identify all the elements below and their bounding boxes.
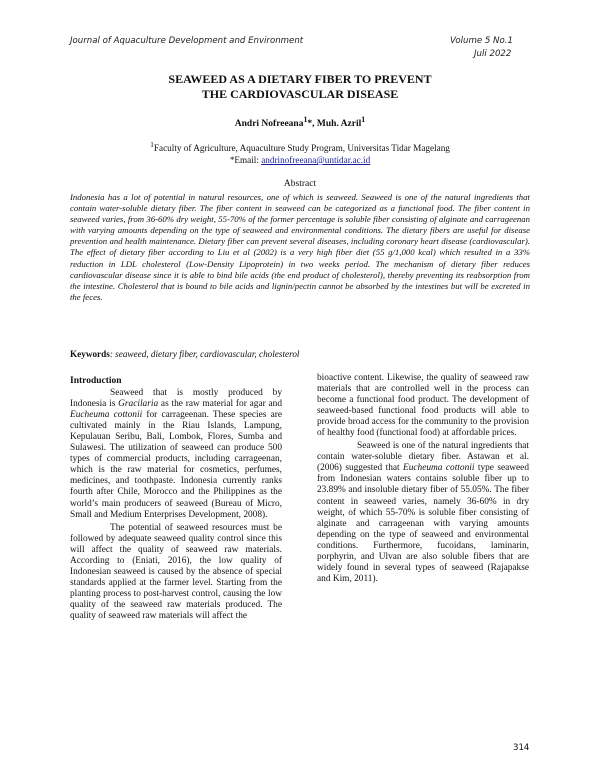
corresponding-mark: *,	[307, 119, 317, 130]
author-2-affil-mark: 1	[361, 115, 366, 124]
email-link[interactable]: andrinofreeana@untidar.ac.id	[261, 155, 371, 166]
species-eucheuma: Eucheuma cottonii	[70, 410, 143, 421]
title-line-2: THE CARDIOVASCULAR DISEASE	[201, 86, 399, 101]
affiliation-text: Faculty of Agriculture, Aquaculture Study Program, Universitas Tidar Magelang	[153, 143, 450, 154]
email-label: *Email:	[229, 155, 262, 166]
abstract-heading: Abstract	[283, 179, 317, 189]
right-column	[317, 373, 529, 585]
intro-p4-text-c: type seaweed from Indonesian waters contains soluble fiber up to 23.89% and insoluble dietary fiber of 55.05%. The fiber content in seaweed varies, namely 36-60% in dry weight, of which 55-70% is soluble fiber consisting of alginate and carrageenan with varying amounts depending on the type of seaweed and environmental conditions. Furthermore, fucoidans, laminarin, porphyrin, and Ulvan are also soluble fibers that are widely found in several types of seaweed (Rajapakse and Kim, 2011).	[317, 463, 530, 584]
author-1-affil-mark: 1	[303, 115, 308, 124]
section-heading-introduction: Introduction	[70, 376, 122, 386]
intro-p4-text-a: Seaweed is one of the natural ingredients that contain water-soluble dietary fiber. Astawan et al. (2006) suggested that	[317, 441, 529, 474]
affiliation	[60, 139, 540, 154]
intro-p1-text-c: as the raw material for agar and	[158, 399, 282, 410]
species-gracilaria: Gracilaria	[118, 399, 159, 410]
page-number: 314	[513, 743, 530, 753]
journal-date: Juli 2022	[474, 49, 512, 59]
intro-paragraph-3: bioactive content. Likewise, the quality of seaweed raw materials that are controlled well in the process can become a functional food product. The development of seaweed-based functional food products will able to provide broad access for the community to the provision of healthy food (functional food) at affordable prices.	[317, 373, 529, 439]
keywords-line	[70, 349, 530, 359]
keywords-label: Keywords	[70, 349, 110, 359]
author-1: Andri Nofreeana	[234, 119, 304, 130]
intro-paragraph-4	[317, 441, 529, 585]
left-column	[70, 376, 282, 622]
intro-paragraph-2: The potential of seaweed resources must be followed by adequate seaweed quality control since this will affect the quality of seaweed raw materials. According to (Eniati, 2016), the low quality of Indonesian seaweed is caused by the absence of special standards applied at the farmer level. Starting from the planting process to post-harvest control, causing the low quality of the seaweed raw materials produced. The quality of seaweed raw materials will affect the	[70, 522, 282, 621]
journal-name: Journal of Aquaculture Development and Environment	[70, 36, 304, 46]
species-eucheuma-2: Eucheuma cottonii	[403, 463, 475, 474]
intro-paragraph-1	[70, 388, 282, 521]
author-2: Muh. Azril	[316, 119, 362, 130]
affiliation-block	[60, 139, 540, 166]
author-list	[60, 115, 540, 129]
paper-title	[60, 72, 540, 101]
email-line	[60, 154, 540, 166]
keywords-values: : seaweed, dietary fiber, cardiovascular, cholesterol	[109, 349, 300, 359]
intro-p1-text-a: Seaweed that is mostly produced by Indonesia is	[70, 388, 282, 410]
affiliation-mark: 1	[150, 140, 154, 149]
abstract-text: Indonesia has a lot of potential in natural resources, one of which is seaweed. Seaweed is one of the natural ingredients that contain water-soluble dietary fiber. The fiber content in seaweed can be categorized as a functional food. The fiber content in seaweed varies, from 36-60% dry weight, 55-70% of the former percentage is soluble fiber consisting of alginate and carrageenan with varying amounts depending on the type of seaweed and environmental conditions. The dietary fibers are useful for disease prevention and health maintenance. Dietary fiber can prevent several diseases, including coronary heart disease (cardiovascular). The effect of dietary fiber according to Liu et al (2002) is a very high fiber diet (55 g/1,000 kcal) which resulted in a 33% reduction in LDL cholesterol (Low-Density Lipoprotein) in two weeks period. The mechanism of dietary fiber reduces cardiovascular disease since it is able to bind bile acids (the end product of cholesterol), thereby preventing its reabsorption from the intestine. Cholesterol that is bound to bile acids and lignin/pectin cannot be absorbed by the intestines but will be excreted in the feces.	[70, 192, 530, 302]
intro-p1-text-e: for carrageenan. These species are cultivated mainly in the Riau Islands, Lampung, Kepulauan Seribu, Bali, Lombok, Flores, Sumba and Sulawesi. The utilization of seaweed can produce 500 types of commercial products, including carrageenan, which is the raw material for cosmetics, perfumes, medicines, and toothpaste. Indonesia currently ranks fourth after Chile, Morocco and the Philippines as the world’s main producers of seaweed (Bureau of Micro, Small and Medium Enterprises Development, 2008).	[70, 410, 282, 520]
title-line-1: SEAWEED AS A DIETARY FIBER TO PREVENT	[168, 72, 432, 86]
journal-volume: Volume 5 No.1	[450, 36, 513, 46]
